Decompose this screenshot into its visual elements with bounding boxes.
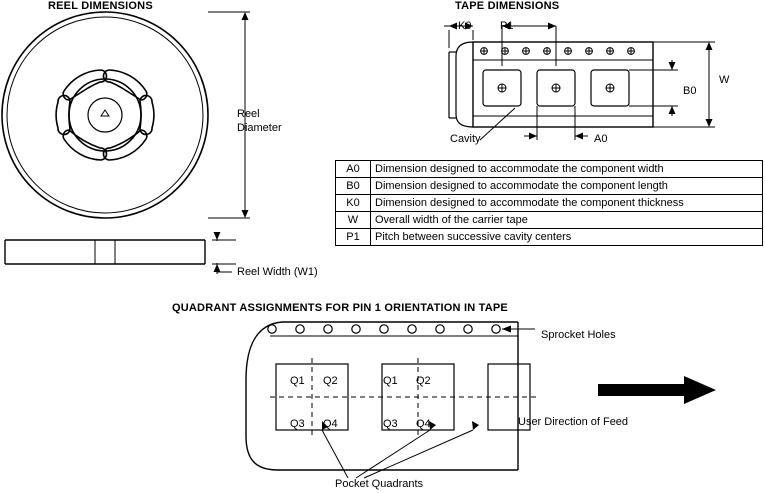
reel-diameter-label (237, 107, 282, 135)
legend-code: A0 (336, 161, 371, 178)
reel-side-view (5, 240, 205, 264)
p1-label: P1 (500, 20, 514, 32)
legend-code: B0 (336, 178, 371, 195)
legend-desc: Dimension designed to accommodate the component width (371, 161, 763, 178)
reel-width-label: Reel Width (W1) (237, 266, 318, 278)
a0-dimension (524, 106, 588, 140)
legend-desc: Dimension designed to accommodate the component length (371, 178, 763, 195)
reel-outer-circle (2, 12, 208, 218)
tape-diagram (420, 12, 765, 152)
user-direction-of-feed-label: User Direction of Feed (518, 416, 629, 428)
pocket1-q4: Q4 (323, 418, 338, 430)
table-row (336, 178, 763, 195)
tape-cavities (483, 70, 629, 106)
quadrant-pockets (276, 364, 530, 430)
table-row (336, 229, 763, 246)
reel-hub-bore (88, 98, 122, 132)
feed-direction-arrow (598, 375, 718, 405)
quadrant-sprocket-holes (268, 325, 500, 333)
pocket1-q1: Q1 (290, 375, 305, 387)
table-row (336, 212, 763, 229)
reel-outer-circle-inner (7, 17, 203, 213)
quadrant-title: QUADRANT ASSIGNMENTS FOR PIN 1 ORIENTATION IN TAPE (172, 302, 508, 314)
reel-spoke-cutouts (56, 70, 154, 160)
legend-code: P1 (336, 229, 371, 246)
pocket1-q2: Q2 (323, 375, 338, 387)
a0-label: A0 (594, 133, 608, 145)
quadrant-diagram (230, 318, 550, 483)
cavity-leader (480, 108, 515, 140)
k0-label: K0 (458, 20, 472, 32)
reel-keyway-mark (101, 110, 109, 116)
reel-hub-circle (69, 79, 141, 151)
tape-dimensions-title: TAPE DIMENSIONS (455, 0, 560, 12)
sprocket-holes-label: Sprocket Holes (541, 329, 616, 341)
legend-code: W (336, 212, 371, 229)
tape-leader (449, 42, 473, 127)
tape-sprocket-holes (481, 48, 635, 55)
pocket2-q1: Q1 (383, 375, 398, 387)
reel-width-dimension (212, 232, 236, 274)
quadrant-dividers (270, 358, 536, 436)
reel-diameter-label-line2: Diameter (237, 122, 282, 134)
pocket2-q4: Q4 (416, 418, 431, 430)
tape-legend-table (335, 160, 763, 246)
reel-diagram (0, 10, 300, 290)
reel-diameter-label-line1: Reel (237, 108, 260, 120)
pocket1-q3: Q3 (290, 418, 305, 430)
w-label: W (719, 74, 730, 86)
cavity-label: Cavity (450, 133, 481, 145)
table-row (336, 161, 763, 178)
reel-dimensions-title: REEL DIMENSIONS (48, 0, 153, 12)
legend-desc: Pitch between successive cavity centers (371, 229, 763, 246)
b0-label: B0 (683, 85, 697, 97)
legend-body (336, 161, 763, 246)
pocket2-q3: Q3 (383, 418, 398, 430)
legend-code: K0 (336, 195, 371, 212)
legend-desc: Overall width of the carrier tape (371, 212, 763, 229)
table-row (336, 195, 763, 212)
pocket-quadrants-label: Pocket Quadrants (335, 478, 424, 490)
pocket2-q2: Q2 (416, 375, 431, 387)
legend-desc: Dimension designed to accommodate the component thickness (371, 195, 763, 212)
